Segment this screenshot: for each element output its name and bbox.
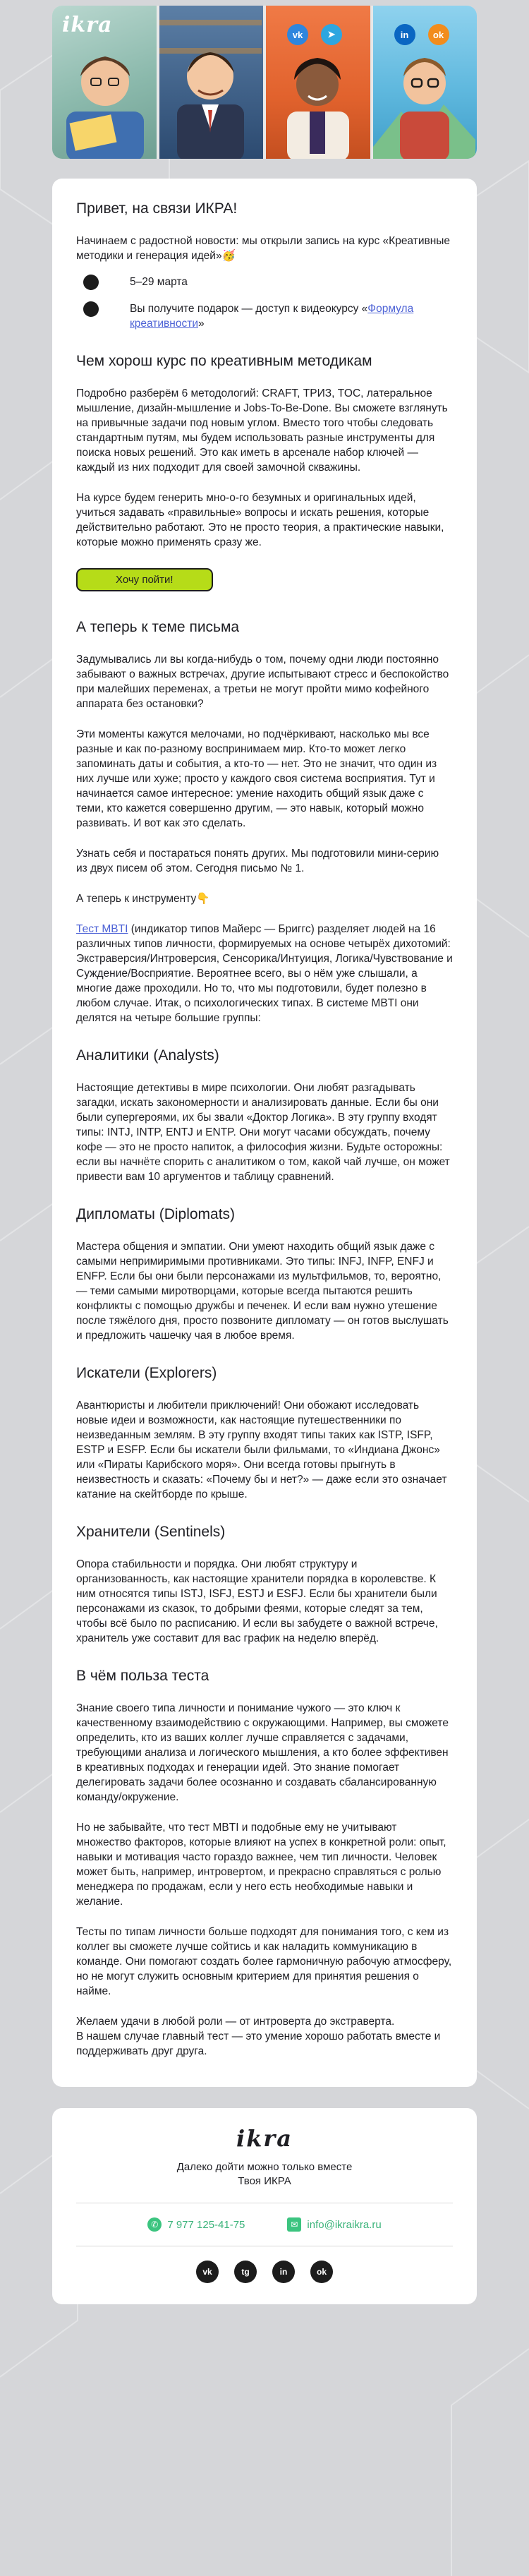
group-text-sentinels: Опора стабильности и порядка. Они любят структуру и организованность, как настоящие хранители порядка в королевстве. К ним относятся типы ISTJ, ISFJ, ESTJ и ESFJ. Если бы хранители были персонажами из сказок, то добрыми феями, которые следят за тем, чтобы всё было по расписанию. И если вы забудете о важной встрече, хранитель уже составит для вас график на неделю вперёд. (76, 1558, 438, 1644)
topic-paragraph-4: А теперь к инструменту👇 (76, 893, 210, 905)
mbti-test-link[interactable]: Тест MBTI (76, 923, 128, 935)
topic-paragraph-2: Эти моменты кажутся мелочами, но подчёркивают, насколько мы все разные и как по-разному воспринимаем мир. Кто-то может легко запоминать даты и события, а кто-то — нет. Это не значит, что один из них лучше или хуже; просто у каждого своя система восприятия. Тут и начинается самое интересное: умение находить общий язык даже с теми, кто кажется совершенно другим, — это навык, который можно развивать. И вот как это сделать. (76, 728, 437, 829)
hero-panel-woman (266, 6, 370, 159)
footer-socials (76, 2261, 453, 2283)
topic-heading: А теперь к теме письма (76, 619, 240, 635)
mail-icon: ✉ (287, 2217, 301, 2232)
why-heading: Чем хорош курс по креативным методикам (76, 353, 372, 369)
email-contact[interactable] (287, 2217, 381, 2232)
creativity-formula-link[interactable]: Формула креативности (130, 303, 414, 330)
benefit-paragraph-1: Знание своего типа личности и понимание чужого — это ключ к качественному взаимодействию с окружающими. Например, вы сможете определить, кто из ваших коллег лучше справляется с задачами, требующими анализа и логического мышления, а кто более эффективен в креативных подходах и генерации идей. Это знание помогает делегировать задачи более осознанно и создавать сбалансированную команду/окружение. (76, 1702, 449, 1803)
hero-logo: ikra (62, 13, 113, 37)
woman-illustration (266, 6, 368, 159)
group-heading-diplomats: Дипломаты (Diplomats) (76, 1206, 236, 1222)
mbti-description: (индикатор типов Майерс — Бриггс) разделяет людей на 16 различных типов личности, формируемых на основе четырёх дихотомий: Экстраверсия/Интроверсия, Сенсорика/Интуиция, Логика/Чувствование и Суждение/Восприятие. Вероятнее всего, вы о нём уже слышали, а многие даже проходили. Но то, что мы подготовили, будет полезно в любом случае. Итак, о психологических типах. В системе MBTI они делятся на четыре большие группы: (76, 923, 453, 1024)
footer-telegram-icon[interactable]: tg (234, 2261, 257, 2283)
telegram-icon: ➤ (321, 24, 342, 45)
group-text-explorers: Авантюристы и любители приключений! Они обожают исследовать новые идеи и возможности, как настоящие путешественники по неизведанным землям. В эту группу входят типы таких как ISTP, ISFP, ESTP и ESFP. Если бы искатели были фильмами, то «Индиана Джонс» или «Пираты Карибского моря». Они всегда готовы прыгнуть в неизвестность и сказать: «Почему бы и нет?» — даже если это означает катание на скейтборде по крыше. (76, 1400, 447, 1500)
footer-vk-icon[interactable]: vk (196, 2261, 219, 2283)
greeting-heading: Привет, на связи ИКРА! (76, 200, 238, 217)
bullet-gift-suffix: » (197, 318, 205, 330)
vk-icon: vk (287, 24, 308, 45)
group-heading-analysts: Аналитики (Analysts) (76, 1047, 219, 1064)
bullet-dates-text: 5–29 марта (130, 276, 188, 288)
hero-panel-reader (52, 6, 157, 159)
phone-contact[interactable] (147, 2217, 245, 2232)
footer-linkedin-icon[interactable]: in (272, 2261, 295, 2283)
group-heading-sentinels: Хранители (Sentinels) (76, 1524, 226, 1540)
businessman-illustration (159, 6, 262, 159)
benefit-closing (76, 2014, 453, 2059)
footer-logo: ikra (236, 2125, 293, 2152)
topic-paragraph-3: Узнать себя и постараться понять других. Мы подготовили мини-серию из двух писем об этом. Сегодня письмо № 1. (76, 848, 439, 874)
group-text-diplomats: Мастера общения и эмпатии. Они умеют находить общий язык даже с самыми непримиримыми противниками. Это типы: INFJ, INFP, ENFJ и ENFP. Если бы они были персонажами из мультфильмов, то, вероятно, — теми самыми миротворцами, которые всегда пытаются решить конфликты с помощью дружбы и печенек. И если вам нужно утешение после тяжёлого дня, просто позвоните дипломату — он готов выслушать и предложить чашечку чая в любое время. (76, 1241, 449, 1342)
benefit-paragraph-3: Тесты по типам личности больше подходят для понимания того, с кем из коллег вы сможете лучше сойтись и как наладить коммуникацию в команде. Они помогают создать более гармоничную рабочую атмосферу, но не могут служить основным критерием для принятия решения о найме. (76, 1926, 452, 1997)
traveler-illustration (373, 6, 475, 159)
want-to-go-button[interactable]: Хочу пойти! (76, 568, 213, 591)
hero-panel-businessman (159, 6, 264, 159)
hero-panel-traveler (373, 6, 478, 159)
benefit-heading: В чём польза теста (76, 1668, 209, 1684)
bullet-dates (83, 275, 453, 290)
bullet-gift-text (130, 301, 453, 331)
footer (52, 2108, 477, 2304)
benefit-closing-line-2: В нашем случае главный тест — это умение хорошо работать вместе и поддерживать друг друга. (76, 2030, 441, 2057)
why-paragraph-2: На курсе будем генерить мно-о-го безумных и оригинальных идей, учиться задавать «правильные» вопросы и искать решения, которые действительно работают. Это не просто теория, а практические навыки, которые можно применять сразу же. (76, 492, 444, 548)
intro-lead: Начинаем с радостной новости: мы открыли запись на курс «Креативные методики и генерация идей»🥳 (76, 235, 451, 262)
hero-banner (52, 6, 477, 159)
footer-tagline: Далеко дойти можно только вместе (176, 2161, 353, 2173)
bullet-gift-prefix: Вы получите подарок — доступ к видеокурсу « (130, 303, 368, 315)
bullet-gift (83, 301, 453, 331)
benefit-paragraph-2: Но не забывайте, что тест MBTI и подобные ему не учитывают множество факторов, которые влияют на успех в конкретной роли: опыт, навыки и мотивация часто гораздо важнее, чем тип личности. Человек может быть, например, интровертом, и прекрасно справляться с ролью менеджера по продажам, если у него есть необходимые навыки и желание. (76, 1822, 446, 1908)
why-paragraph-1: Подробно разберём 6 методологий: CRAFT, ТРИЗ, TOC, латеральное мышление, дизайн-мышление и Jobs-To-Be-Done. Вы сможете взглянуть на привычные задачи под новым углом. Вместо того чтобы следовать стандартным путям, мы будем использовать разные инструменты для поиска новых решений. Это как иметь в арсенале набор ключей — каждый из них подходит для своей замочной скважины. (76, 387, 448, 474)
footer-signature: Твоя ИКРА (238, 2175, 291, 2187)
phone-icon: ✆ (147, 2217, 162, 2232)
content-card (52, 179, 477, 2087)
email-address[interactable]: info@ikraikra.ru (307, 2218, 382, 2231)
group-heading-explorers: Искатели (Explorers) (76, 1365, 217, 1381)
linkedin-icon: in (394, 24, 415, 45)
footer-ok-icon[interactable]: ok (310, 2261, 333, 2283)
phone-number[interactable]: 7 977 125-41-75 (167, 2218, 245, 2231)
reader-illustration (52, 6, 154, 159)
footer-contacts (76, 2217, 453, 2232)
bullet-dot-icon (83, 301, 99, 317)
mbti-paragraph (76, 922, 453, 1025)
ok-icon: ok (428, 24, 449, 45)
group-text-analysts: Настоящие детективы в мире психологии. Они любят разгадывать загадки, искать закономерности и анализировать данные. Если бы они были супергероями, их бы звали «Доктор Логика». В эту группу входят типы: INTJ, INTP, ENTJ и ENTP. Они могут часами обсуждать, почему кофе — это не просто напиток, а философия жизни. Будьте осторожны: если вы начнёте спорить с аналитиком о том, какой чай лучше, он может привести вам 10 аргументов и таблицу сравнений. (76, 1082, 450, 1183)
benefit-closing-line-1: Желаем удачи в любой роли — от интроверта до экстраверта. (76, 2016, 395, 2028)
topic-paragraph-1: Задумывались ли вы когда-нибудь о том, почему одни люди постоянно забывают о важных встречах, другие испытывают стресс и беспокойство при малейших переменах, а третьи не могут пройти мимо кофейного аппарата без остановки? (76, 654, 449, 710)
bullet-dot-icon (83, 275, 99, 290)
